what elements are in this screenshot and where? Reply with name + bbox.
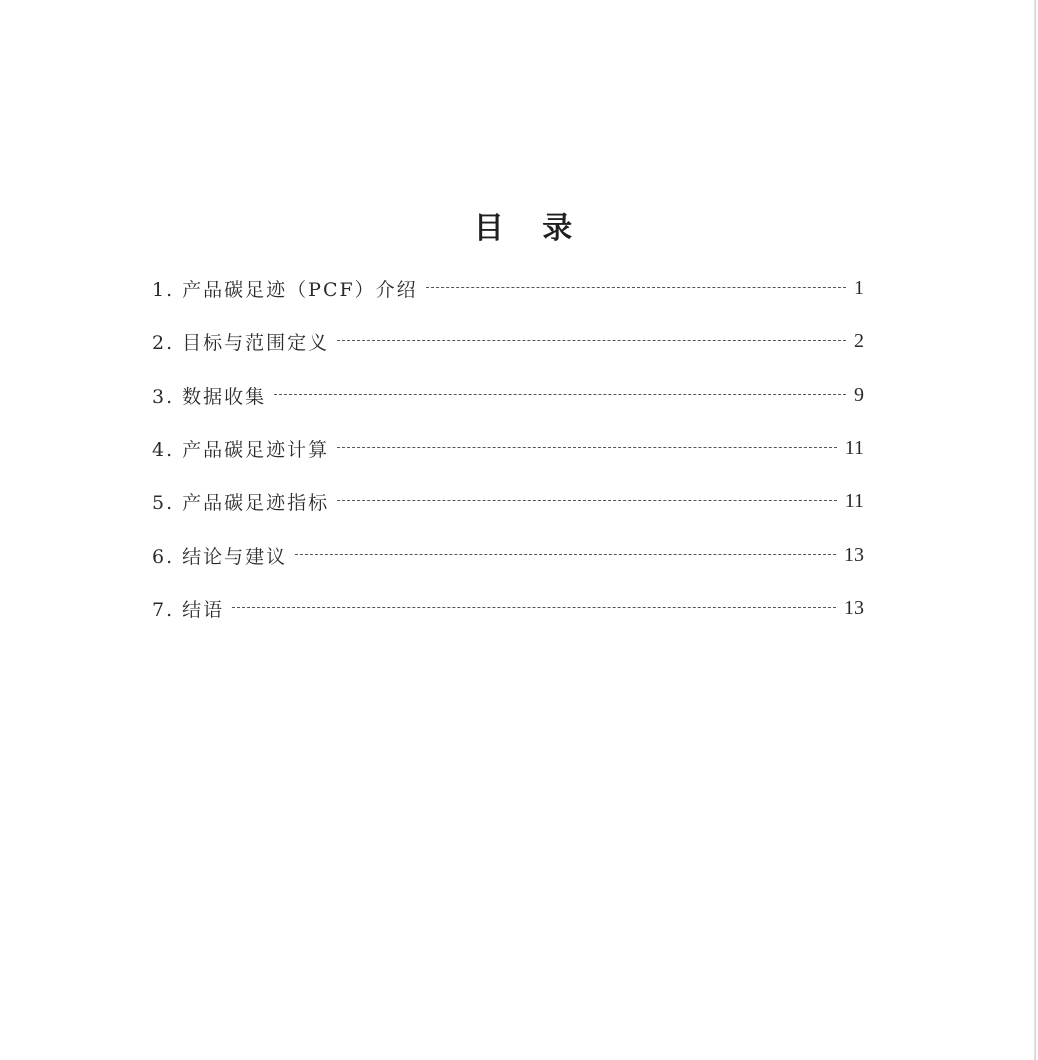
toc-entry-label: 1. 产品碳足迹（PCF）介绍 <box>152 279 418 302</box>
toc-entry-label: 3. 数据收集 <box>152 385 267 408</box>
toc-entry[interactable] <box>152 582 864 635</box>
toc-entry[interactable] <box>152 262 864 315</box>
toc-entry-page: 11 <box>844 437 864 460</box>
toc-entry-label: 2. 目标与范围定义 <box>152 332 330 355</box>
toc-entry-page: 13 <box>844 543 864 566</box>
table-of-contents <box>152 262 864 635</box>
toc-entry[interactable] <box>152 369 864 422</box>
toc-entry-page: 9 <box>854 383 864 406</box>
toc-dot-leader <box>232 607 836 608</box>
toc-entry-label: 7. 结语 <box>152 598 225 621</box>
toc-entry-label: 6. 结论与建议 <box>152 545 288 568</box>
toc-dot-leader <box>274 394 846 395</box>
toc-entry[interactable] <box>152 315 864 368</box>
toc-entry-label: 4. 产品碳足迹计算 <box>152 439 330 462</box>
toc-dot-leader <box>337 500 837 501</box>
toc-entry-page: 2 <box>854 330 864 353</box>
toc-entry[interactable] <box>152 422 864 475</box>
toc-dot-leader <box>337 447 837 448</box>
toc-entry[interactable] <box>152 475 864 528</box>
page-edge-shadow <box>1034 0 1036 1060</box>
toc-entry-label: 5. 产品碳足迹指标 <box>152 492 330 515</box>
toc-dot-leader <box>426 287 846 288</box>
toc-dot-leader <box>337 340 846 341</box>
toc-entry-page: 1 <box>854 277 864 300</box>
toc-entry-page: 13 <box>844 596 864 619</box>
toc-dot-leader <box>295 554 836 555</box>
toc-title: 目 录 <box>473 211 587 246</box>
toc-entry[interactable] <box>152 528 864 581</box>
toc-entry-page: 11 <box>844 490 864 513</box>
